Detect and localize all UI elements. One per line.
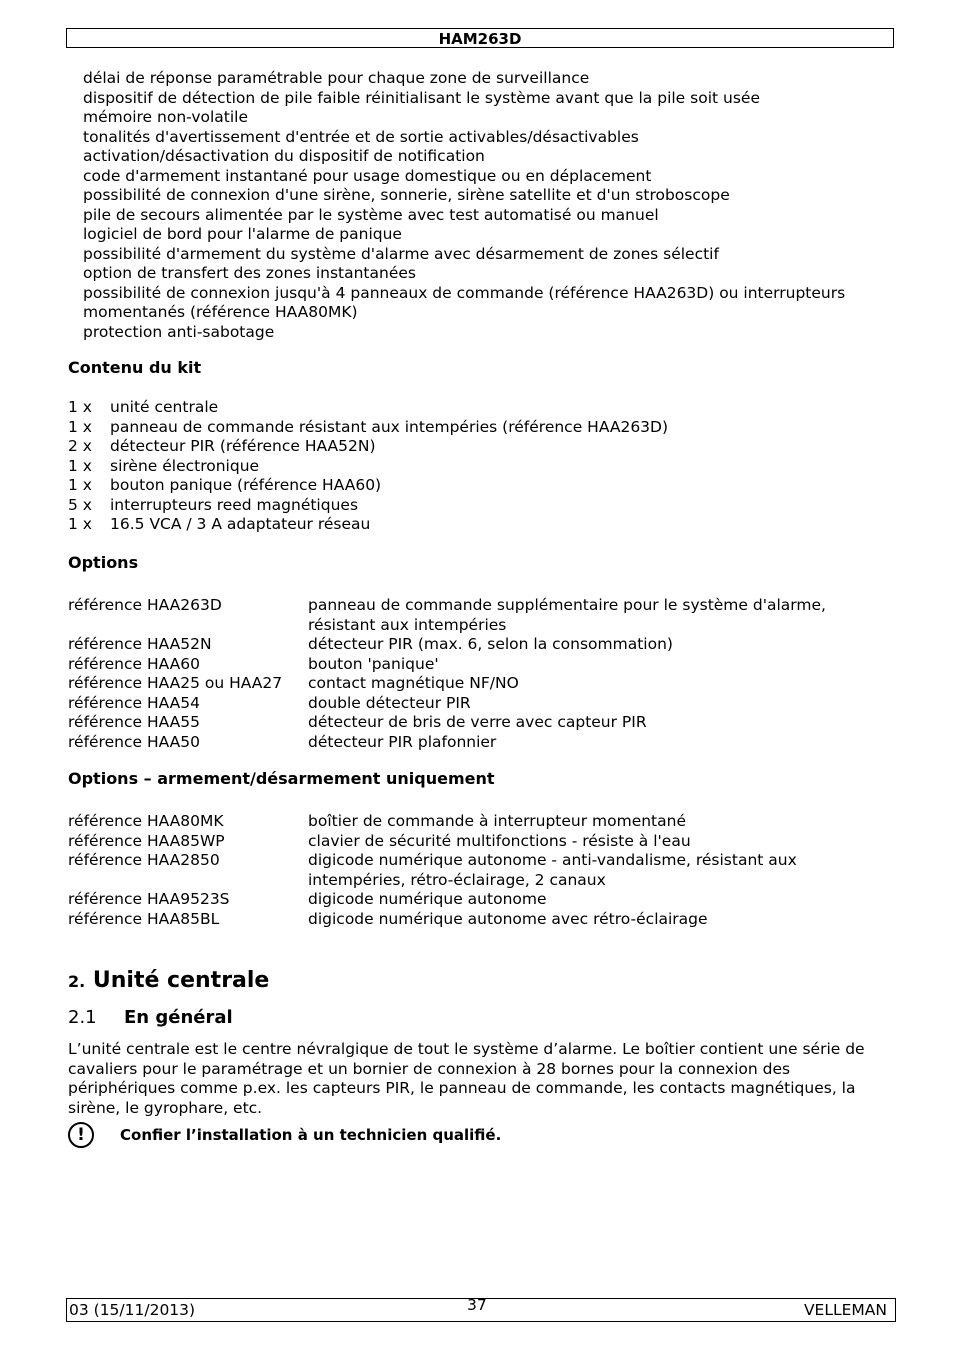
feature-list	[83, 69, 883, 342]
options-arm-heading: Options – armement/désarmement uniquement	[68, 769, 495, 788]
option-row	[68, 832, 888, 852]
option-description: digicode numérique autonome - anti-vandalisme, résistant aux intempéries, rétro-éclairage, 2 canaux	[308, 851, 797, 889]
kit-description: détecteur PIR (référence HAA52N)	[110, 437, 376, 455]
option-reference: référence HAA85BL	[68, 909, 220, 928]
feature-item: activation/désactivation du dispositif de notification	[83, 147, 485, 165]
kit-item	[68, 515, 668, 535]
option-row	[68, 596, 888, 635]
kit-quantity: 1 x	[68, 456, 92, 475]
kit-item	[68, 398, 668, 418]
subsection-title: En général	[124, 1007, 233, 1028]
option-description: boîtier de commande à interrupteur momentané	[308, 812, 686, 830]
option-reference: référence HAA25 ou HAA27	[68, 674, 283, 692]
feature-item: code d'armement instantané pour usage domestique ou en déplacement	[83, 166, 652, 185]
subsection-heading	[68, 1007, 233, 1028]
kit-description: bouton panique (référence HAA60)	[110, 476, 382, 494]
kit-heading: Contenu du kit	[68, 358, 202, 377]
option-row	[68, 733, 888, 753]
feature-item: protection anti-sabotage	[83, 322, 275, 341]
option-reference: référence HAA85WP	[68, 831, 225, 850]
warning-text: Confier l’installation à un technicien qualifié.	[120, 1126, 502, 1144]
product-code: HAM263D	[438, 30, 522, 48]
exclamation-icon: !	[68, 1122, 94, 1148]
option-row	[68, 694, 888, 714]
option-reference: référence HAA52N	[68, 635, 212, 653]
kit-quantity: 1 x	[68, 515, 92, 533]
option-row	[68, 655, 888, 675]
kit-description: unité centrale	[110, 398, 219, 416]
option-reference: référence HAA55	[68, 713, 200, 731]
option-description: digicode numérique autonome	[308, 890, 547, 908]
options-heading: Options	[68, 553, 139, 572]
option-row	[68, 890, 888, 910]
feature-item: mémoire non-volatile	[83, 108, 249, 126]
kit-description: panneau de commande résistant aux intempéries (référence HAA263D)	[110, 417, 669, 436]
footer-brand: VELLEMAN	[803, 1301, 887, 1319]
feature-item: délai de réponse paramétrable pour chaque zone de surveillance	[83, 69, 590, 87]
kit-item	[68, 457, 668, 477]
option-description: détecteur PIR plafonnier	[308, 732, 497, 751]
kit-quantity: 2 x	[68, 437, 92, 455]
document-header	[66, 28, 894, 48]
option-reference: référence HAA9523S	[68, 890, 230, 908]
kit-item	[68, 496, 668, 516]
option-reference: référence HAA2850	[68, 851, 220, 869]
option-row	[68, 812, 888, 832]
kit-item	[68, 437, 668, 457]
feature-item: dispositif de détection de pile faible réinitialisant le système avant que la pile soit usée	[83, 88, 760, 107]
warning-note	[68, 1122, 501, 1148]
kit-item	[68, 418, 668, 438]
feature-item: possibilité d'armement du système d'alarme avec désarmement de zones sélectif	[83, 244, 719, 263]
option-row	[68, 674, 888, 694]
subsection-number: 2.1	[68, 1007, 97, 1028]
feature-item: tonalités d'avertissement d'entrée et de sortie activables/désactivables	[83, 127, 639, 146]
option-reference: référence HAA50	[68, 732, 200, 751]
option-row	[68, 910, 888, 930]
option-description: détecteur de bris de verre avec capteur PIR	[308, 713, 647, 731]
option-reference: référence HAA60	[68, 654, 200, 673]
footer-version: 03 (15/11/2013)	[69, 1301, 196, 1319]
option-row	[68, 635, 888, 655]
option-description: détecteur PIR (max. 6, selon la consommation)	[308, 635, 673, 653]
option-description: bouton 'panique'	[308, 654, 439, 673]
section-heading	[68, 968, 269, 993]
kit-quantity: 5 x	[68, 495, 92, 514]
option-description: clavier de sécurité multifonctions - résiste à l'eau	[308, 831, 691, 850]
feature-item: possibilité de connexion d'une sirène, sonnerie, sirène satellite et d'un stroboscope	[83, 186, 730, 204]
page-number: 37	[467, 1296, 487, 1314]
kit-list	[68, 398, 668, 535]
option-description: contact magnétique NF/NO	[308, 674, 519, 692]
option-description: digicode numérique autonome avec rétro-éclairage	[308, 909, 708, 928]
kit-description: 16.5 VCA / 3 A adaptateur réseau	[110, 515, 371, 533]
option-row	[68, 713, 888, 733]
option-reference: référence HAA80MK	[68, 812, 224, 830]
kit-description: interrupteurs reed magnétiques	[110, 495, 359, 514]
kit-quantity: 1 x	[68, 417, 92, 436]
option-description: double détecteur PIR	[308, 693, 471, 712]
option-description: panneau de commande supplémentaire pour le système d'alarme, résistant aux intempéries	[308, 596, 826, 634]
feature-item: logiciel de bord pour l'alarme de panique	[83, 225, 402, 243]
options-list	[68, 596, 888, 752]
feature-item: option de transfert des zones instantanées	[83, 264, 416, 282]
feature-item: pile de secours alimentée par le système avec test automatisé ou manuel	[83, 205, 659, 224]
options-arm-list	[68, 812, 888, 929]
section-title: Unité centrale	[92, 968, 270, 993]
option-reference: référence HAA263D	[68, 596, 222, 614]
document-footer	[66, 1298, 896, 1322]
feature-item: possibilité de connexion jusqu'à 4 panneaux de commande (référence HAA263D) ou interrupteurs momentanés (référence HAA80MK)	[83, 283, 846, 321]
kit-description: sirène électronique	[110, 456, 260, 475]
section-number: 2.	[68, 972, 86, 991]
option-row	[68, 851, 888, 890]
kit-quantity: 1 x	[68, 398, 92, 416]
body-paragraph: L’unité centrale est le centre névralgique de tout le système d’alarme. Le boîtier contient une série de cavaliers pour le paramétrage et un bornier de connexion à 28 bornes pour la connexion des périphériques comme p.ex. les capteurs PIR, le panneau de commande, les contacts magnétiques, la sirène, le gyrophare, etc.	[68, 1040, 865, 1117]
kit-quantity: 1 x	[68, 476, 92, 494]
option-reference: référence HAA54	[68, 693, 200, 712]
kit-item	[68, 476, 668, 496]
